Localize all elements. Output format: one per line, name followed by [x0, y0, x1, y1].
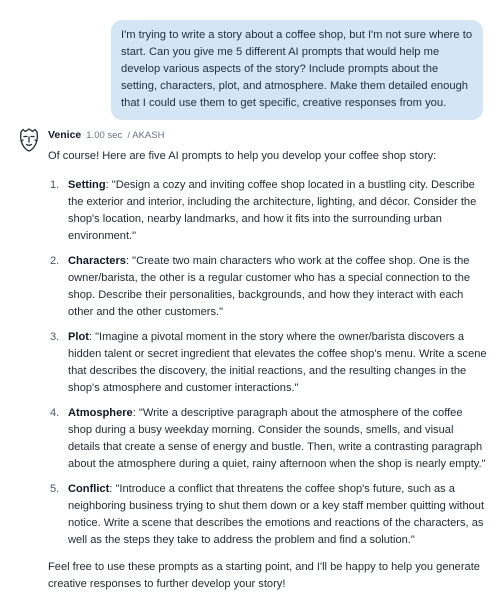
- list-item: [48, 177, 488, 245]
- assistant-header: [48, 128, 164, 143]
- list-item: [48, 329, 488, 397]
- prompt-title: Setting: [68, 179, 106, 191]
- response-intro: Of course! Here are five AI prompts to help you develop your coffee shop story:: [48, 150, 437, 162]
- prompt-list: [48, 177, 488, 549]
- prompt-title: Conflict: [68, 483, 110, 495]
- prompt-title: Plot: [68, 331, 89, 343]
- list-number: 2.: [50, 255, 60, 267]
- prompt-text: : "Create two main characters who work at the coffee shop. One is the owner/barista, the other is a regular customer who has a special connection to the shop. Describe their personalities, backgrounds, and how they interact with each other and the other customers.": [68, 255, 471, 318]
- response-outro: Feel free to use these prompts as a starting point, and I'll be happy to help you generate creative responses to further develop your story!: [48, 561, 480, 590]
- list-number: 4.: [50, 407, 60, 419]
- list-item: [48, 405, 488, 473]
- prompt-text: : "Introduce a conflict that threatens the coffee shop's future, such as a neighboring business trying to shut them down or a key staff member quitting without notice. Write a scene that describes the emotions and reactions of the characters, as well as the steps they take to address the problem and find a solution.": [68, 483, 485, 546]
- model-provider: / AKASH: [127, 130, 165, 141]
- assistant-name: Venice: [48, 129, 82, 141]
- response-time: 1.00 sec: [86, 130, 123, 141]
- prompt-title: Atmosphere: [68, 407, 133, 419]
- assistant-response: [48, 148, 488, 593]
- list-number: 3.: [50, 331, 60, 343]
- prompt-text: : "Write a descriptive paragraph about the atmosphere of the coffee shop during a busy weekday morning. Consider the sounds, smells, and visual details that create a sense of energy and bustle. Then, write a contrasting paragraph about the atmosphere during a quiet, rainy afternoon when the shop is nearly empty.": [68, 407, 486, 470]
- list-number: 1.: [50, 179, 60, 191]
- list-item: [48, 253, 488, 321]
- prompt-text: : "Imagine a pivotal moment in the story where the owner/barista discovers a hidden talent or secret ingredient that elevates the coffee shop's menu. Write a scene that describes the discovery, the initial reactions, and the resulting changes in the shop's atmosphere and customer interactions.": [68, 331, 487, 394]
- venice-lion-mask-icon: [18, 128, 40, 152]
- prompt-title: Characters: [68, 255, 126, 267]
- prompt-text: : "Design a cozy and inviting coffee shop located in a bustling city. Describe the exterior and interior, including the architecture, lighting, and décor. Consider the shop's location, nearby landmarks, and how it fits into the surrounding urban environment.": [68, 179, 477, 242]
- list-number: 5.: [50, 483, 60, 495]
- list-item: [48, 481, 488, 549]
- user-message-bubble: I'm trying to write a story about a coffee shop, but I'm not sure where to start. Can you give me 5 different AI prompts that would help me develop various aspects of the story? Include prompts about the setting, characters, plot, and atmosphere. Make them detailed enough that I could use them to get specific, creative responses from you.: [111, 20, 483, 120]
